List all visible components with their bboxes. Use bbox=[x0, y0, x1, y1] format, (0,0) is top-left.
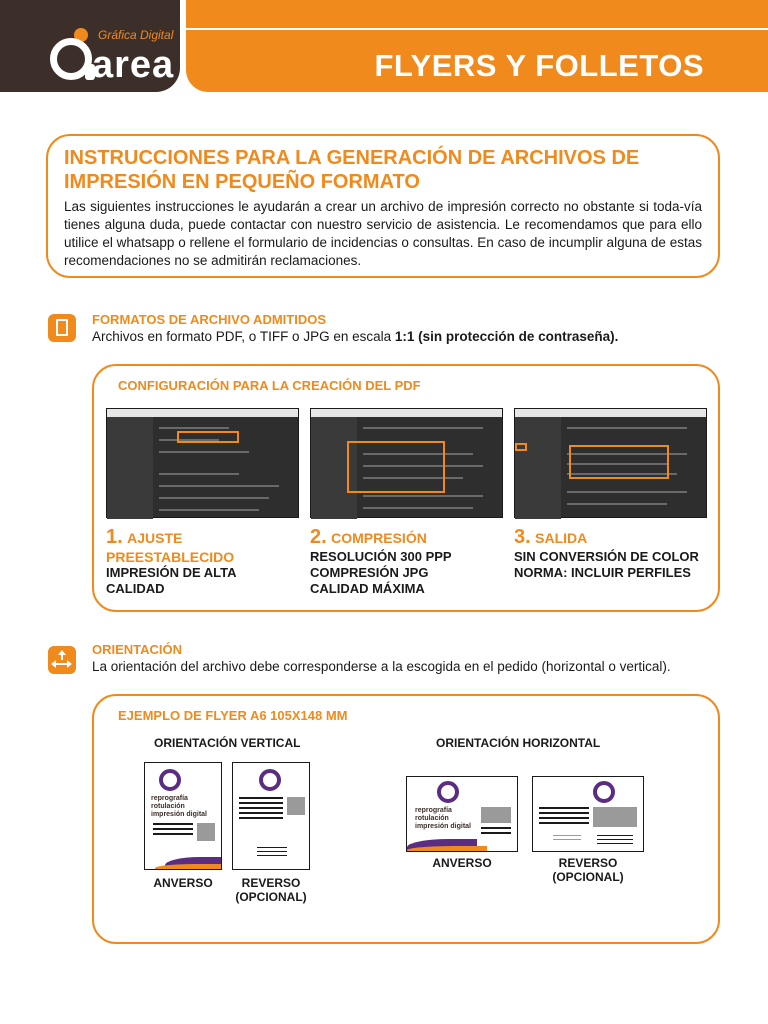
horizontal-back-label: REVERSO (OPCIONAL) bbox=[552, 856, 624, 884]
horizontal-front-flyer: reprografía rotulación impresión digital bbox=[406, 776, 518, 852]
step-compression: 2. COMPRESIÓN RESOLUCIÓN 300 PPP COMPRESIÓN JPG CALIDAD MÁXIMA bbox=[310, 526, 452, 596]
formats-text: Archivos en formato PDF, o TIFF o JPG en escala 1:1 (sin protección de contraseña). bbox=[92, 329, 619, 344]
orientation-arrows-icon bbox=[48, 646, 76, 674]
step-output: 3. SALIDA SIN CONVERSIÓN DE COLOR NORMA: INCLUIR PERFILES bbox=[514, 526, 699, 580]
horizontal-label: ORIENTACIÓN HORIZONTAL bbox=[436, 736, 601, 750]
step-preset: 1. AJUSTE PREESTABLECIDO IMPRESIÓN DE ALTA CALIDAD bbox=[106, 526, 237, 596]
screenshot-output bbox=[514, 408, 707, 518]
logo bbox=[0, 0, 180, 92]
page-title: FLYERS Y FOLLETOS bbox=[374, 48, 704, 83]
horizontal-front-label: ANVERSO bbox=[432, 856, 492, 870]
flyer-example-title: EJEMPLO DE FLYER A6 105X148 MM bbox=[118, 708, 348, 723]
vertical-front-flyer: reprografía rotulación impresión digital bbox=[144, 762, 222, 870]
intro-title: INSTRUCCIONES PARA LA GENERACIÓN DE ARCHIVOS DE IMPRESIÓN EN PEQUEÑO FORMATO bbox=[64, 147, 640, 193]
formats-title: FORMATOS DE ARCHIVO ADMITIDOS bbox=[92, 312, 326, 327]
vertical-front-label: ANVERSO bbox=[153, 876, 213, 890]
orientation-title: ORIENTACIÓN bbox=[92, 642, 183, 657]
vertical-back-flyer bbox=[232, 762, 310, 870]
vertical-back-label: REVERSO (OPCIONAL) bbox=[235, 876, 307, 904]
flyer-example-box bbox=[92, 694, 720, 944]
logo-subtitle: Gráfica Digital bbox=[98, 28, 174, 42]
pdf-config-box bbox=[92, 364, 720, 612]
screenshot-preset bbox=[106, 408, 299, 518]
orientation-text: La orientación del archivo debe corresponderse a la escogida en el pedido (horizontal o vertical). bbox=[92, 659, 671, 674]
document-icon bbox=[48, 314, 76, 342]
screenshot-compression bbox=[310, 408, 503, 518]
intro-text: Las siguientes instrucciones le ayudarán a crear un archivo de impresión correcto no obstante si toda-vía tienes alguna duda, puede contactar con nuestro servicio de asistencia. Le recomendamos que para ello utilice el whatsapp o rellene el formulario de incidencias o consultas. En caso de incumplir alguna de estas recomendaciones no se admitirán reclamaciones. bbox=[64, 199, 702, 268]
intro-box bbox=[46, 134, 720, 278]
vertical-label: ORIENTACIÓN VERTICAL bbox=[154, 736, 301, 750]
pdf-config-title: CONFIGURACIÓN PARA LA CREACIÓN DEL PDF bbox=[118, 378, 421, 393]
logo-text: area bbox=[92, 44, 175, 86]
horizontal-back-flyer bbox=[532, 776, 644, 852]
